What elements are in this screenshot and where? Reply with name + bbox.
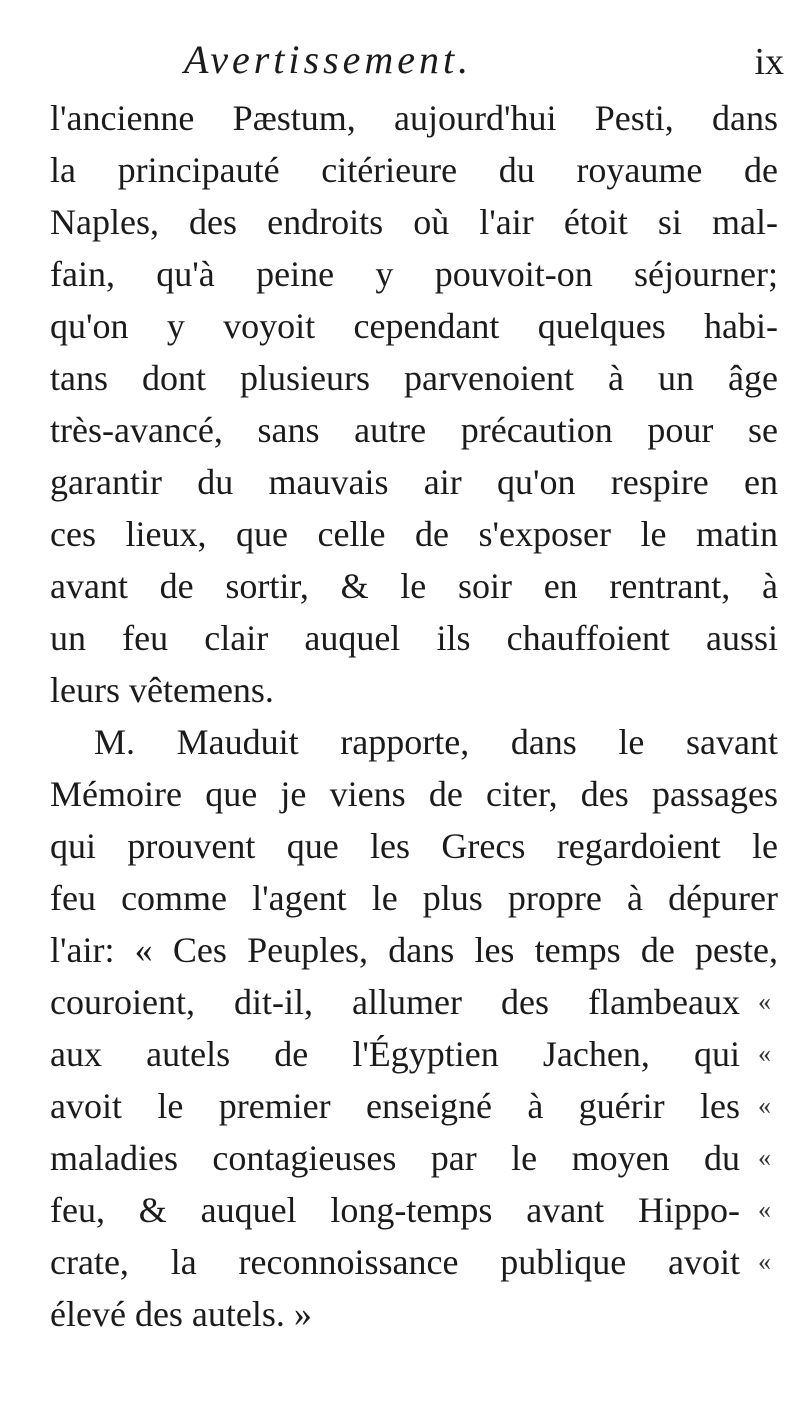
quoted-line-text: maladies contagieuses par le moyen du [50,1138,740,1178]
quoted-line-text: feu, & auquel long-temps avant Hippo- [50,1190,740,1230]
text-line: Naples, des endroits où l'air étoit si mal- [50,202,778,242]
quoted-line-text: aux autels de l'Égyptien Jachen, qui [50,1034,740,1074]
quoted-line [50,1236,771,1288]
text-line: tans dont plusieurs parvenoient à un âge [50,358,778,398]
text-line: ces lieux, que celle de s'exposer le matin [50,514,778,554]
page-number: ix [754,41,784,83]
quoted-line-final: élevé des autels. » [50,1294,312,1334]
text-line: avant de sortir, & le soir en rentrant, à [50,566,778,606]
quoted-line [50,1184,771,1236]
paragraph-end-line: leurs vêtemens. [50,670,274,710]
text-line: un feu clair auquel ils chauffoient aussi [50,618,778,658]
text-line: Mémoire que je viens de citer, des passages [50,774,778,814]
text-line: qui prouvent que les Grecs regardoient le [50,826,778,866]
quoted-line-text: crate, la reconnoissance publique avoit [50,1242,740,1282]
paragraph-start-line: M. Mauduit rapporte, dans le savant [94,722,778,762]
running-header [150,36,790,96]
quoted-line [50,1132,771,1184]
body-text [50,92,778,1340]
text-line: très-avancé, sans autre précaution pour se [50,410,778,450]
quoted-line [50,1080,771,1132]
text-line: qu'on y voyoit cependant quelques habi- [50,306,778,346]
margin-quote-mark: « [758,987,771,1016]
margin-quote-mark: « [758,1143,771,1172]
text-line: fain, qu'à peine y pouvoit-on séjourner; [50,254,778,294]
text-line: la principauté citérieure du royaume de [50,150,778,190]
margin-quote-mark: « [758,1039,771,1068]
text-line: l'air: « Ces Peuples, dans les temps de peste, [50,930,778,970]
text-line: feu comme l'agent le plus propre à dépurer [50,878,778,918]
quoted-line-text: avoit le premier enseigné à guérir les [50,1086,740,1126]
text-line: garantir du mauvais air qu'on respire en [50,462,778,502]
margin-quote-mark: « [758,1195,771,1224]
quoted-line-text: couroient, dit-il, allumer des flambeaux [50,982,740,1022]
margin-quote-mark: « [758,1091,771,1120]
quoted-line [50,1028,771,1080]
text-line: l'ancienne Pæstum, aujourd'hui Pesti, dans [50,98,778,138]
quoted-line [50,976,771,1028]
running-title: Avertissement. [184,37,473,82]
margin-quote-mark: « [758,1247,771,1276]
